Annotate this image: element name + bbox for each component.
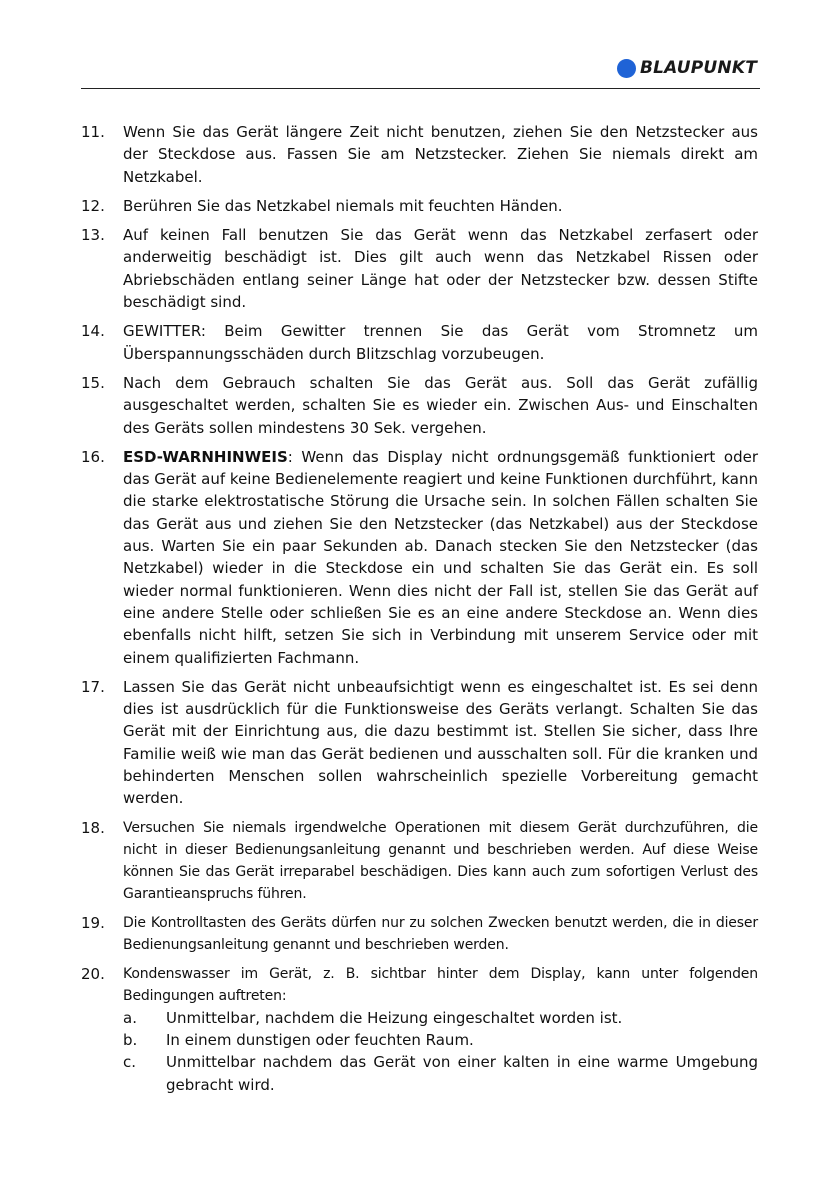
list-item — [81, 676, 758, 810]
item-text: Lassen Sie das Gerät nicht unbeaufsichtigt wenn es eingeschaltet ist. Es sei denn dies ist ausdrücklich für die Funktionsweise des Geräts verlangt. Schalten Sie das Gerät mit der Einrichtung aus, die dazu bestimmt ist. Stellen Sie sicher, dass Ihre Familie weiß wie man das Gerät bedienen und ausschalten soll. Für die kranken und behinderten Menschen sollen wahrscheinlich spezielle Vorbereitung gemacht werden. — [123, 677, 758, 808]
item-number: 11. — [81, 123, 105, 141]
item-number: 20. — [81, 964, 105, 983]
item-text: Berühren Sie das Netzkabel niemals mit feuchten Händen. — [123, 196, 563, 215]
item-number: 19. — [81, 913, 105, 932]
brand-dot-icon — [617, 59, 636, 78]
list-item — [81, 224, 758, 313]
brand-name: BLAUPUNKT — [639, 58, 757, 78]
item-text: Wenn Sie das Gerät längere Zeit nicht benutzen, ziehen Sie den Netzstecker aus der Steckdose aus. Fassen Sie am Netzstecker. Ziehen Sie niemals direkt am Netzkabel. — [123, 123, 758, 186]
sub-item-letter: c. — [123, 1053, 137, 1072]
condensation-conditions-list — [123, 1007, 758, 1096]
item-number: 16. — [81, 447, 105, 466]
sub-item-text: In einem dunstigen oder feuchten Raum. — [166, 1030, 474, 1049]
esd-warning-text: : Wenn das Display nicht ordnungsgemäß funktioniert oder das Gerät auf keine Bedienelemente reagiert und keine Funktionen durchführt, kann die starke elektrostatische Störung die Ursache sein. In solchen Fällen schalten Sie das Gerät aus und ziehen Sie den Netzstecker (das Netzkabel) aus der Steckdose aus. Warten Sie ein paar Sekunden ab. Danach stecken Sie den Netzstecker (das Netzkabel) wieder in die Steckdose ein und schalten Sie das Gerät ein. Es soll wieder normal funktionieren. Wenn dies nicht der Fall ist, stellen Sie das Gerät auf eine andere Stelle oder schließen Sie es an eine andere Steckdose an. Wenn dies ebenfalls nicht hilft, setzen Sie sich in Verbindung mit unserem Service oder mit einem qualifizierten Fachmann. — [123, 447, 758, 667]
list-item — [81, 372, 758, 439]
page-header — [81, 52, 760, 89]
item-text: GEWITTER: Beim Gewitter trennen Sie das Gerät vom Stromnetz um Überspannungsschäden durch Blitzschlag vorzubeugen. — [123, 322, 758, 363]
item-number: 18. — [81, 818, 105, 837]
list-item — [81, 817, 758, 905]
esd-warning-label: ESD-WARNHINWEIS — [123, 447, 288, 466]
list-item — [81, 963, 758, 1096]
item-body — [123, 963, 758, 1096]
sub-item-letter: b. — [123, 1030, 138, 1049]
blaupunkt-logo — [617, 58, 757, 78]
list-item — [81, 195, 758, 217]
sub-item-text: Unmittelbar, nachdem die Heizung eingeschaltet worden ist. — [166, 1008, 623, 1027]
list-item — [81, 912, 758, 956]
list-item-esd-warning — [81, 446, 758, 669]
list-item — [81, 320, 758, 365]
sub-item-text: Unmittelbar nachdem das Gerät von einer kalten in eine warme Umgebung gebracht wird. — [166, 1053, 758, 1094]
item-number: 12. — [81, 196, 105, 215]
item-number: 15. — [81, 373, 105, 392]
sub-item-letter: a. — [123, 1008, 137, 1027]
item-number: 13. — [81, 226, 105, 245]
sub-list-item — [123, 1007, 758, 1029]
item-text: Kondenswasser im Gerät, z. B. sichtbar hinter dem Display, kann unter folgenden Bedingungen auftreten: — [123, 965, 758, 1004]
sub-list-item — [123, 1029, 758, 1051]
safety-instructions-list — [81, 121, 758, 1103]
item-text: Versuchen Sie niemals irgendwelche Operationen mit diesem Gerät durchzuführen, die nicht in dieser Bedienungsanleitung genannt und beschrieben werden. Auf diese Weise können Sie das Gerät irreparabel beschädigen. Dies kann auch zum sofortigen Verlust des Garantieanspruchs führen. — [123, 819, 758, 902]
item-number: 14. — [81, 322, 105, 341]
item-text — [123, 446, 758, 669]
item-number: 17. — [81, 677, 105, 696]
sub-list-item — [123, 1051, 758, 1096]
item-text: Nach dem Gebrauch schalten Sie das Gerät aus. Soll das Gerät zufällig ausgeschaltet werden, schalten Sie es wieder ein. Zwischen Aus- und Einschalten des Geräts sollen mindestens 30 Sek. vergehen. — [123, 373, 758, 437]
item-text: Auf keinen Fall benutzen Sie das Gerät wenn das Netzkabel zerfasert oder anderweitig beschädigt ist. Dies gilt auch wenn das Netzkabel Rissen oder Abriebschäden entlang seiner Länge hat oder der Netzstecker bzw. dessen Stifte beschädigt sind. — [123, 226, 758, 312]
item-text: Die Kontrolltasten des Geräts dürfen nur zu solchen Zwecken benutzt werden, die in dieser Bedienungsanleitung genannt und beschrieben werden. — [123, 914, 758, 953]
list-item — [81, 121, 758, 188]
